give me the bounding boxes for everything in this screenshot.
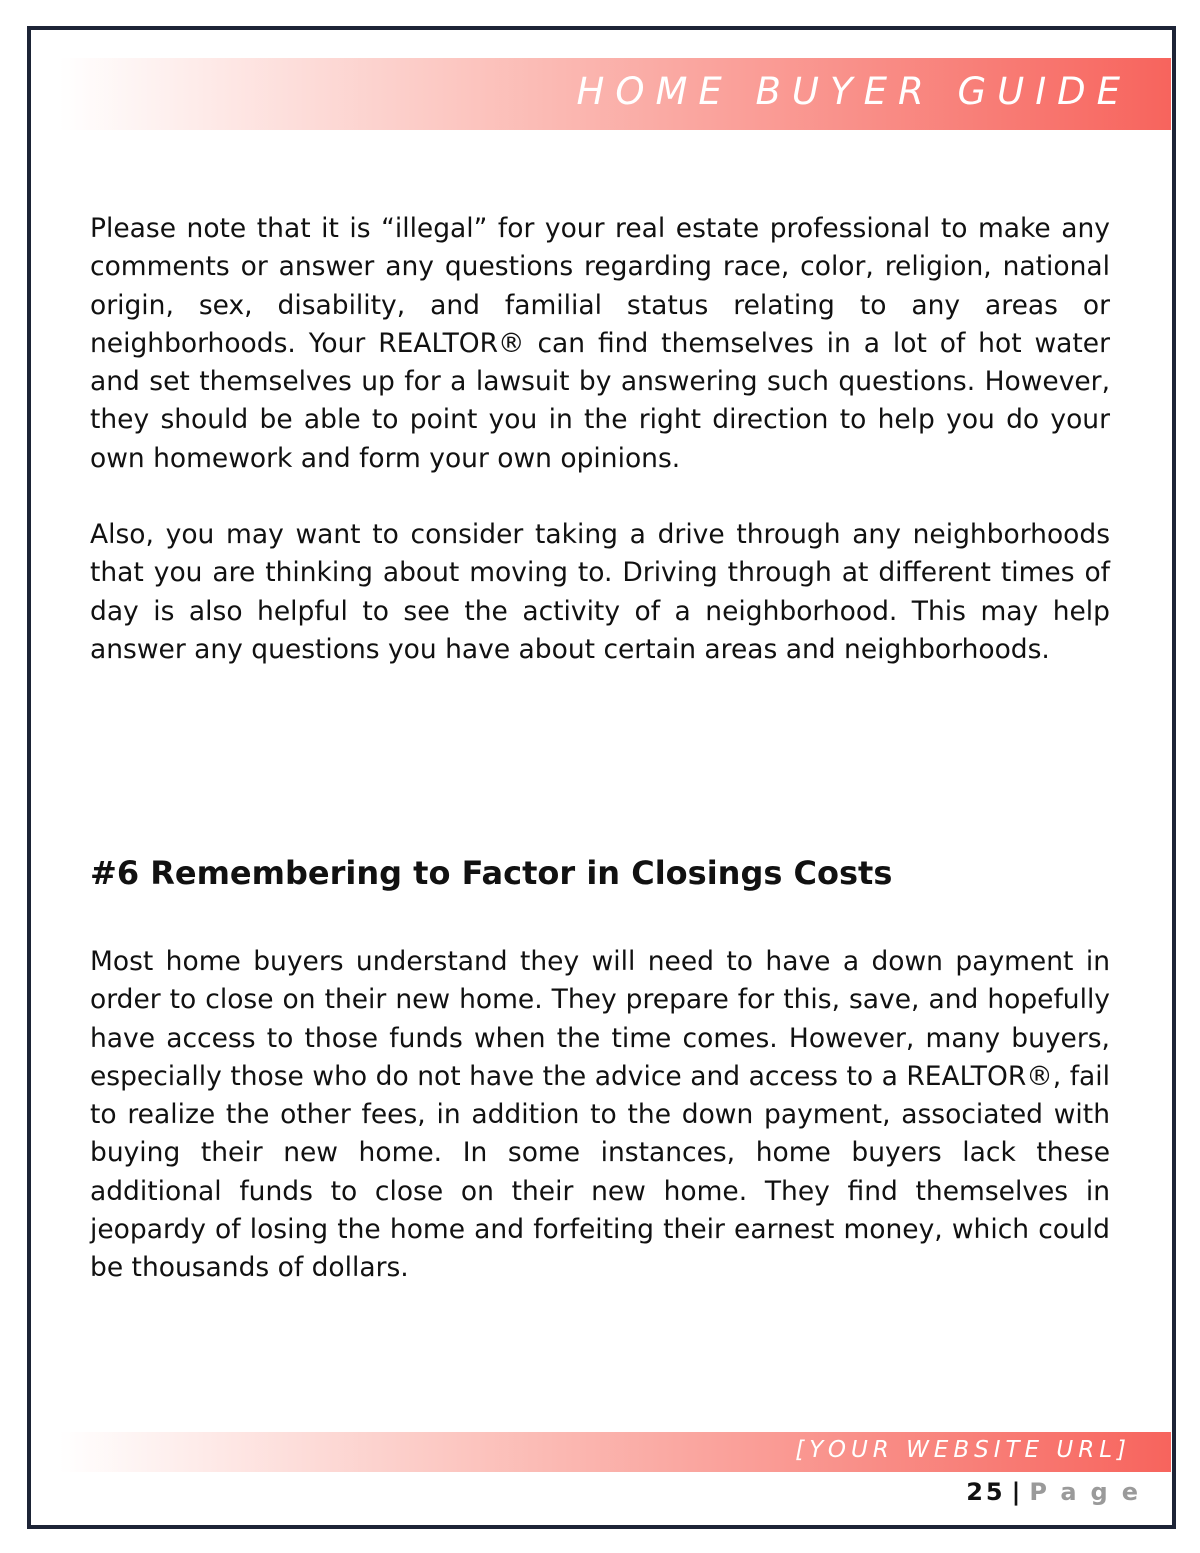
paragraph-closing-costs: Most home buyers understand they will need to have a down payment in order to close on their new home. They prepare for this, save, and hopefully have access to those funds when the time comes. However, many buyers, especially those who do not have the advice and access to a REALTOR®, fail to realize the other fees, in addition to the down payment, associated with buying their new home. In some instances, home buyers lack these additional funds to close on their new home. They find themselves in jeopardy of losing the home and forfeiting their earnest money, which could be thousands of dollars. [90, 946, 1110, 1284]
paragraph-fair-housing: Please note that it is “illegal” for your real estate professional to make any comments or answer any questions regarding race, color, religion, national origin, sex, disability, and familial status relating to any areas or neighborhoods. Your REALTOR® can find themselves in a lot of hot water and set themselves up for a lawsuit by answering such questions. However, they should be able to point you in the right direction to help you do your own homework and form your own opinions. [90, 213, 1110, 474]
page-number [966, 1478, 1152, 1506]
header-banner [59, 58, 1171, 130]
page-number-value: 25 [966, 1478, 1006, 1506]
footer-banner [59, 1432, 1171, 1472]
page-separator: | [1011, 1478, 1024, 1506]
guide-title: HOME BUYER GUIDE [576, 70, 1131, 113]
page-label: Page [1029, 1478, 1152, 1506]
paragraph-neighborhood-drive: Also, you may want to consider taking a drive through any neighborhoods that you are thinking about moving to. Driving through at different times of day is also helpful to see the activity of a neighborhood. This may help answer any questions you have about certain areas and neighborhoods. [90, 519, 1110, 665]
section-heading: #6 Remembering to Factor in Closings Costs [90, 854, 893, 892]
section-content [90, 943, 1110, 1288]
body-content [90, 210, 1110, 669]
website-url: [YOUR WEBSITE URL] [795, 1437, 1131, 1463]
